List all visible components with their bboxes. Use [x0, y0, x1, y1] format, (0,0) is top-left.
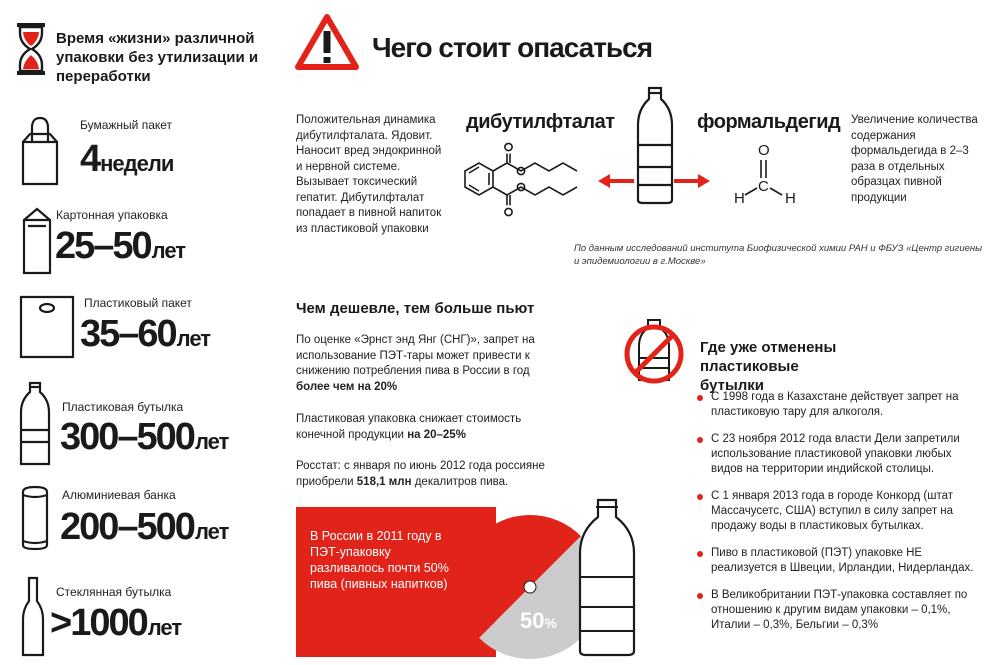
list-item: В Великобритании ПЭТ-упаковка составляет по отношению к другим видам упаковки – 0,1%, Италии – 0,3%, Бельгии – 0,3%	[695, 588, 985, 633]
formaldehyde-description: Увеличение количества содержания формальдегида в 2–3 раза в отдельных образцах пивной продукции	[851, 114, 978, 204]
banned-title: Где уже отменены пластиковые бутылки	[700, 339, 837, 394]
package-lifetime: >1000лет	[50, 602, 182, 644]
glass-bottle-icon	[20, 575, 46, 659]
bottle-icon	[576, 497, 638, 657]
formaldehyde-structure-diagram	[730, 140, 810, 210]
carton-icon	[22, 206, 52, 276]
plastic-bottle-icon	[18, 380, 52, 468]
atom-c: C	[758, 178, 769, 195]
cheaper-p1: По оценке «Эрнст энд Янг (СНГ)», запрет на использование ПЭТ-тары может привести к снижению потребления пива в России в год более чем на 20%	[296, 334, 535, 393]
danger-title: Чего стоит опасаться	[372, 32, 653, 63]
hourglass-icon	[14, 23, 48, 75]
arrow-right-icon	[672, 173, 712, 189]
dbp-name: дибутилфталат	[466, 111, 615, 133]
package-label: Картонная упаковка	[56, 208, 168, 222]
bottle-icon	[634, 85, 676, 205]
cheaper-p3: Росстат: с января по июнь 2012 года россияне приобрели 518,1 млн декалитров пива.	[296, 460, 545, 488]
paper-bag-icon	[20, 114, 60, 188]
package-lifetime: 25–50лет	[55, 225, 186, 267]
plastic-bag-icon	[18, 294, 76, 360]
pie-center-hole	[524, 581, 536, 593]
package-label: Пластиковая бутылка	[62, 400, 184, 414]
banned-list	[695, 390, 985, 645]
cheaper-title: Чем дешевле, тем больше пьют	[296, 300, 535, 317]
package-label: Бумажный пакет	[80, 118, 173, 132]
cheaper-p2: Пластиковая упаковка снижает стоимость конечной продукции на 20–25%	[296, 413, 522, 441]
package-lifetime: 4недели	[80, 138, 174, 180]
list-item: С 23 ноября 2012 года власти Дели запретили использование пластиковой упаковки любых видов на территории индийской столицы.	[695, 432, 985, 477]
formaldehyde-name: формальдегид	[697, 111, 841, 133]
package-label: Алюминиевая банка	[62, 488, 176, 502]
list-item: С 1998 года в Казахстане действует запрет на пластиковую тару для алкоголя.	[695, 390, 985, 420]
aluminum-can-icon	[20, 485, 50, 551]
atom-h-left: H	[734, 190, 745, 207]
lifetime-title: Время «жизни» различной упаковки без утилизации и переработки	[56, 30, 259, 85]
atom-h-right: H	[785, 190, 796, 207]
package-lifetime: 300–500лет	[60, 416, 229, 458]
russia-stat-text: В России в 2011 году в ПЭТ-упаковку разливалось почти 50% пива (пивных напитков)	[310, 529, 449, 591]
package-lifetime: 35–60лет	[80, 313, 211, 355]
package-label: Стеклянная бутылка	[56, 585, 172, 599]
dbp-structure-diagram	[455, 138, 605, 228]
dbp-description: Положительная динамика дибутилфталата. Ядовит. Наносит вред эндокринной и нервной системе. Вызывает токсический гепатит. Дибутилфталат попадает в пивной напиток из пластиковой упаковки	[296, 114, 442, 235]
list-item: Пиво в пластиковой (ПЭТ) упаковке НЕ реализуется в Швеции, Ирландии, Нидерландах.	[695, 546, 985, 576]
source-note: По данным исследований института Биофизической химии РАН и ФБУЗ «Центр гигиены и эпидемиологии в г.Москве»	[574, 243, 983, 267]
pie-percent-label: 50%	[520, 608, 557, 633]
atom-o: O	[758, 142, 770, 159]
list-item: С 1 января 2013 года в городе Конкорд (штат Массачусетс, США) вступил в силу запрет на продажу воды в пластиковых бутылках.	[695, 489, 985, 534]
package-lifetime: 200–500лет	[60, 506, 229, 548]
warning-triangle-icon	[294, 13, 360, 71]
package-label: Пластиковый пакет	[84, 296, 192, 310]
arrow-left-icon	[596, 173, 636, 189]
no-bottles-icon	[622, 314, 686, 388]
